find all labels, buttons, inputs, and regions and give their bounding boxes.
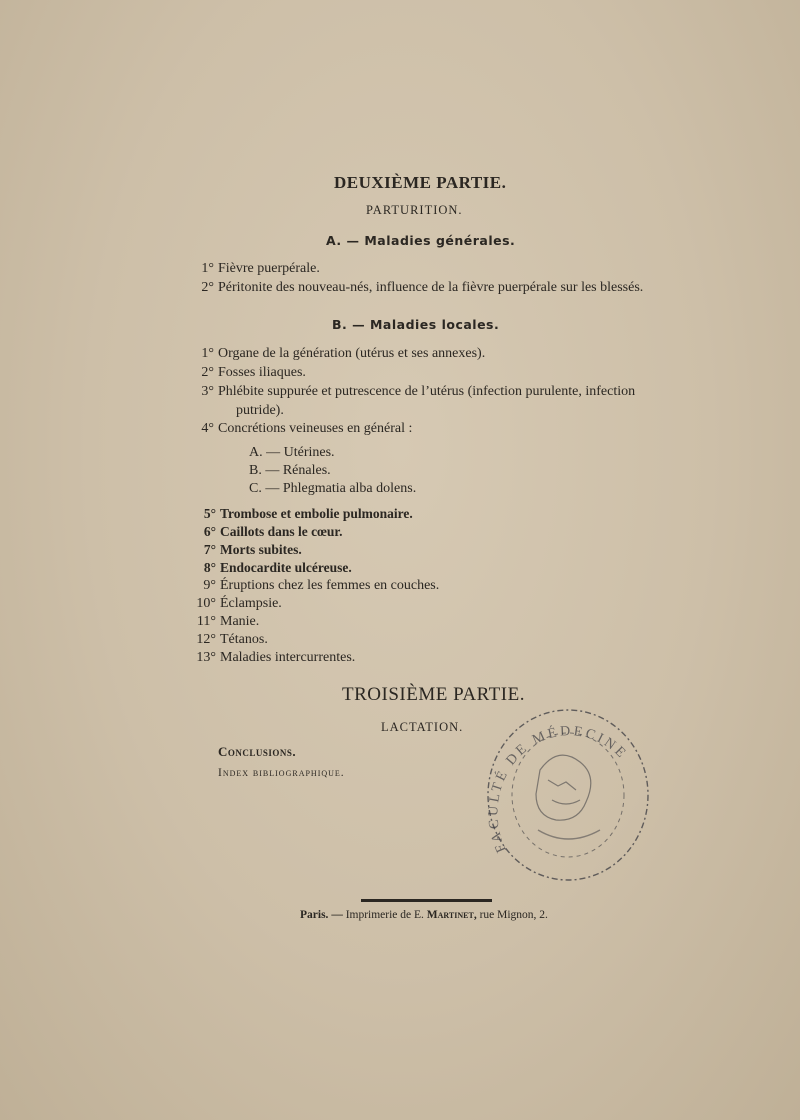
part-two-title: DEUXIÈME PARTIE. bbox=[334, 173, 507, 192]
svg-text:FACULTÉ DE MÉDECINE: FACULTÉ DE MÉDECINE bbox=[486, 724, 631, 855]
section-b-heading: B. — Maladies locales. bbox=[332, 317, 500, 332]
conclusions-entry: Conclusions. bbox=[218, 744, 297, 759]
stamp-lettering bbox=[478, 700, 658, 890]
part-three-title: TROISIÈME PARTIE. bbox=[342, 684, 525, 705]
index-entry: Index bibliographique. bbox=[218, 767, 345, 779]
sub-list-item: C. — Phlegmatia alba dolens. bbox=[249, 481, 417, 496]
parturition-subtitle: PARTURITION. bbox=[366, 203, 463, 217]
printer-imprint: Paris. — Imprimerie de E. Martinet, rue Mignon, 2. bbox=[300, 909, 548, 921]
document-page: DEUXIÈME PARTIE. PARTURITION. A. — Maladies générales. 1° Fièvre puerpérale. 2° Péritonite des nouveau-nés, influence de la fièvre puerpérale sur les blessés. B. — Maladies locales. 1° Organe de la génération (utérus et ses annexes). 2° Fosses iliaques. 3° Phlébite suppurée et putrescence de l’utérus (infection purulente, infection putride). 4° Concrétions veineuses en général : A. — Utérines. B. — Rénales. C. — Phlegmatia alba dolens. 5° Trombose et embolie pulmonaire. 6° Caillots dans le cœur. 7° Morts subites. 8° Endocardite ulcéreuse. 9° Éruptions chez les femmes en couches. 10° Éclampsie. 11° Manie. 12° Tétanos. 13° Maladies intercurrentes. TROISIÈME PARTIE. LACTATION. Conclusions. Index bibliographique. FACULTÉ DE MÉDECINE Paris. — Imprimerie de E. Martinet, rue Mignon, 2. bbox=[0, 0, 800, 1120]
sub-list-item: B. — Rénales. bbox=[249, 463, 331, 478]
lactation-subtitle: LACTATION. bbox=[381, 720, 464, 734]
sub-list-item: A. — Utérines. bbox=[249, 445, 335, 460]
section-a-heading: A. — Maladies générales. bbox=[326, 233, 516, 248]
footer-rule bbox=[361, 899, 492, 902]
